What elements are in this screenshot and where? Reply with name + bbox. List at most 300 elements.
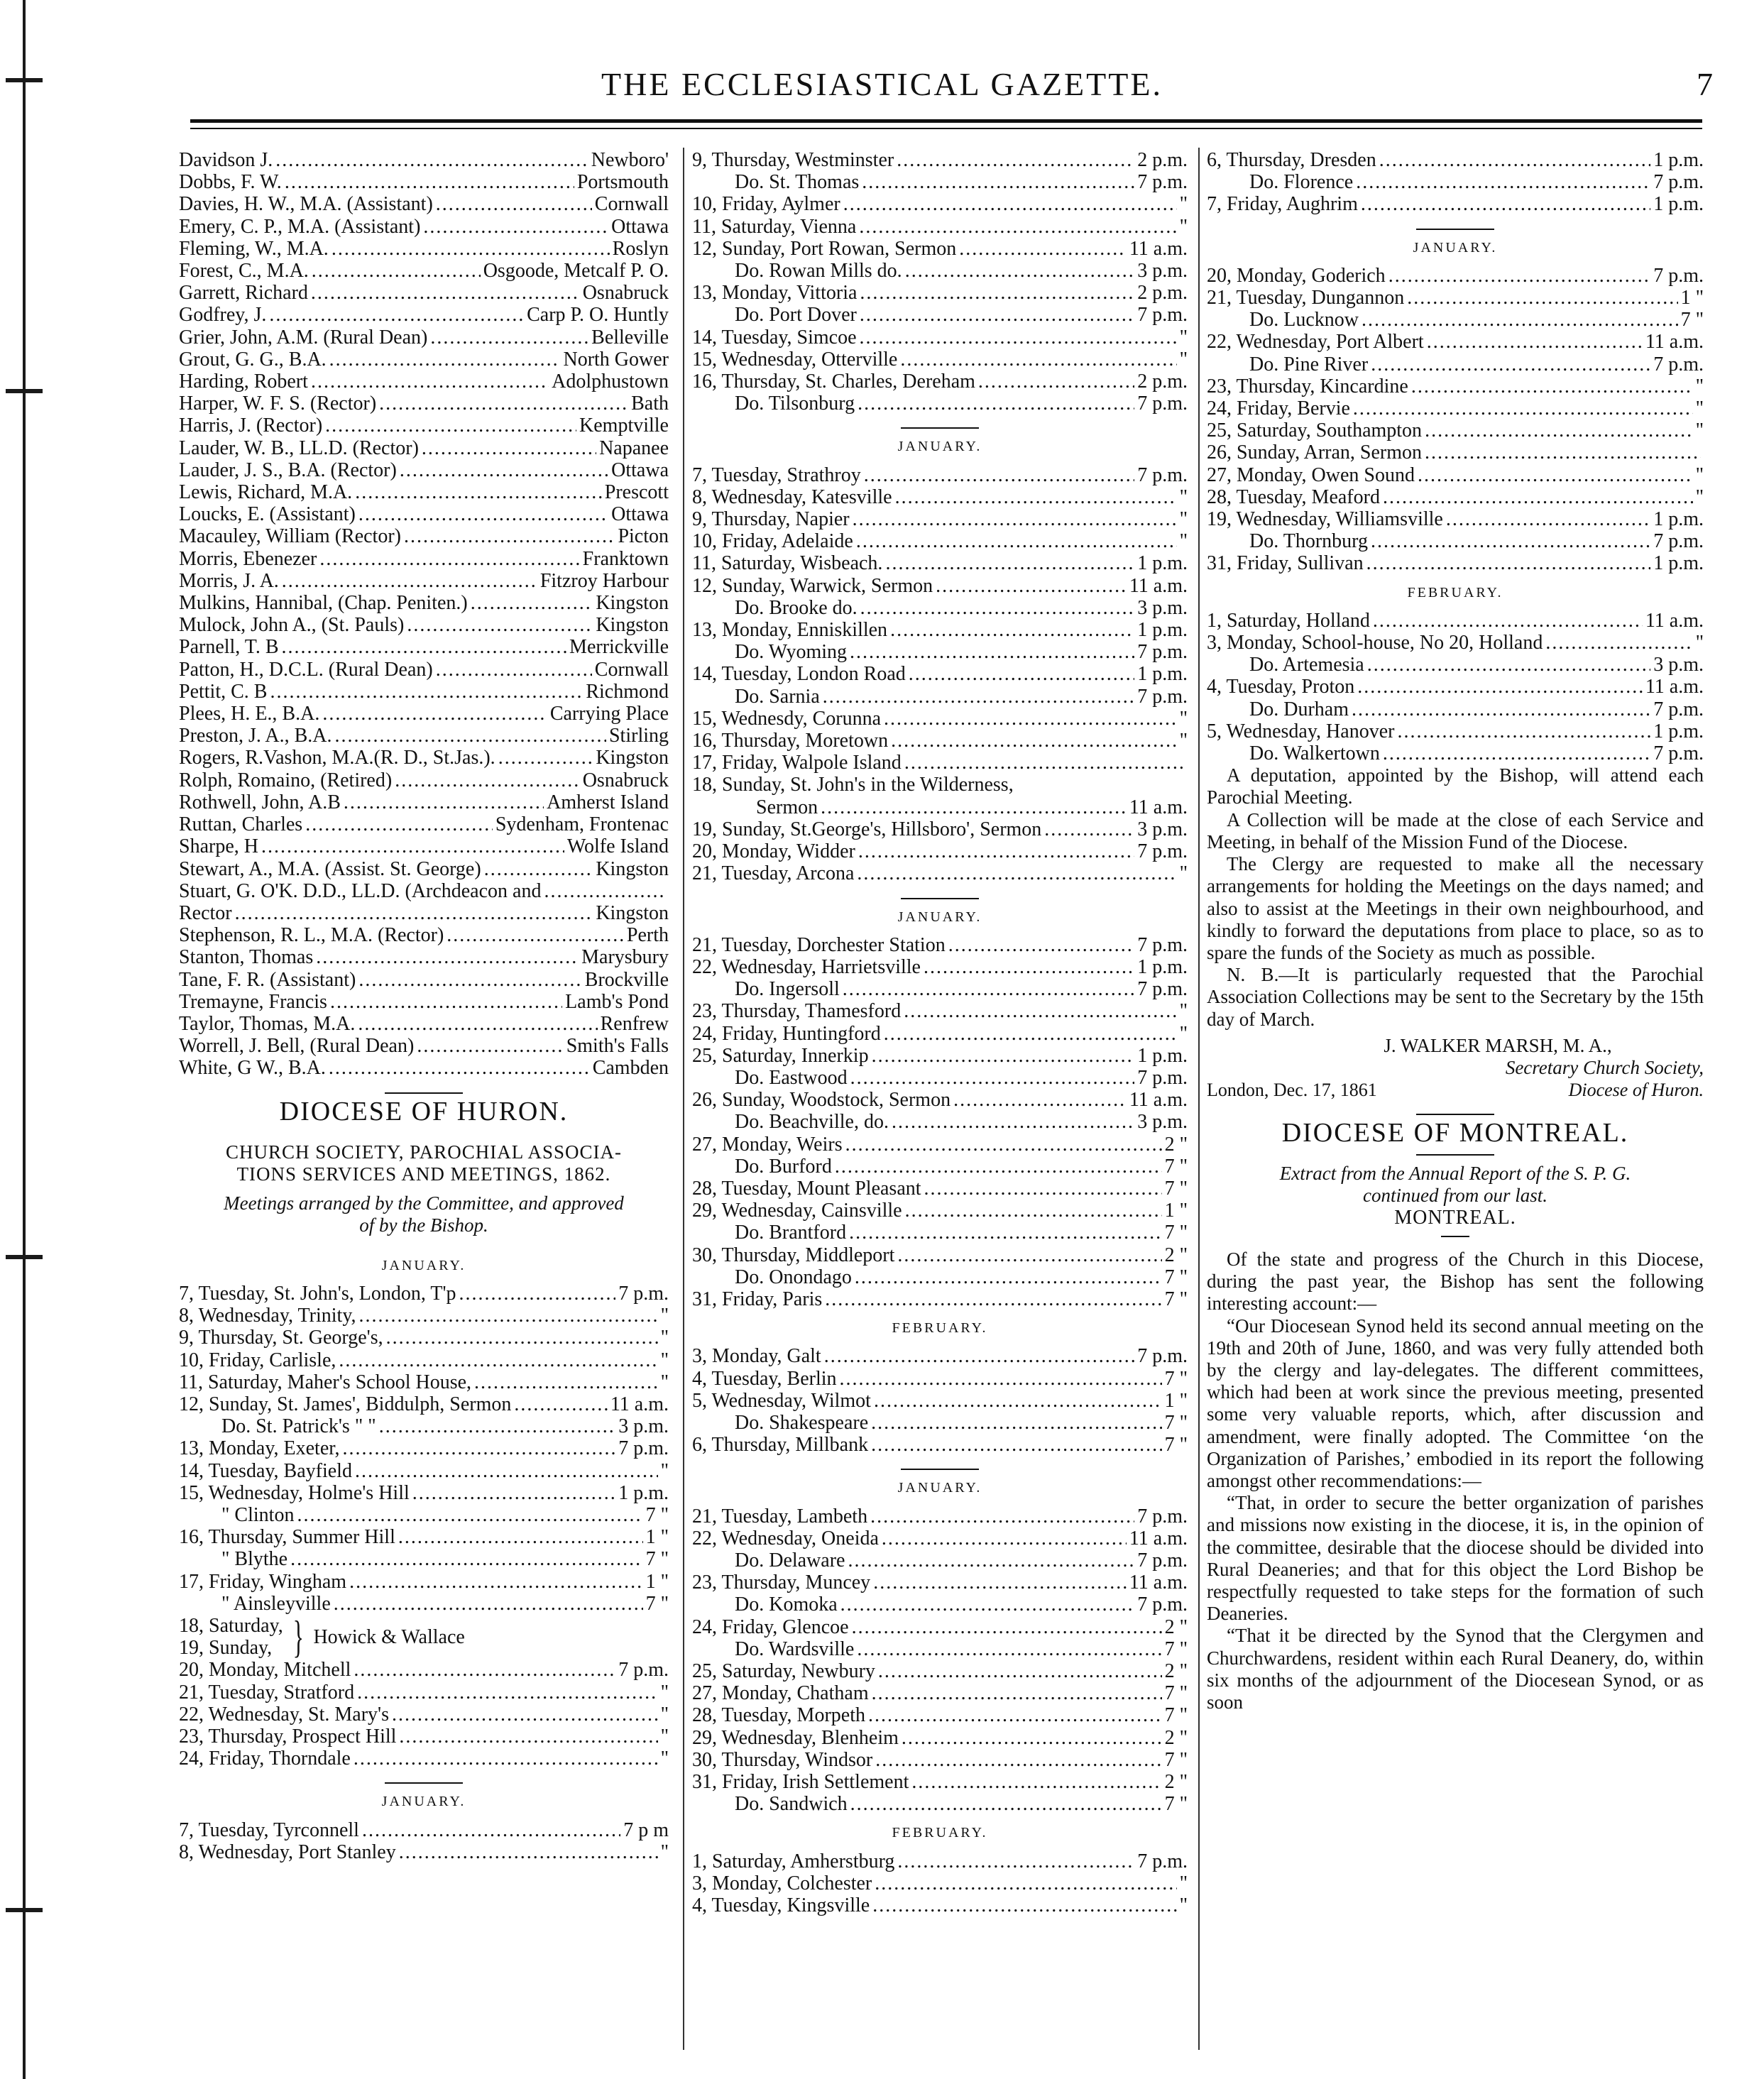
entry-value: 11 a.m.	[1129, 237, 1188, 260]
entry-value: 7 p.m.	[1653, 264, 1704, 287]
entry-value: 7 "	[1164, 1266, 1188, 1288]
dot-leader	[840, 1593, 1135, 1616]
schedule-row: 18, Sunday, St. John's in the Wilderness,	[692, 774, 1014, 796]
dot-leader	[1427, 331, 1643, 353]
entry-name: Do. Artemesia	[1249, 654, 1364, 676]
schedule-list	[179, 1283, 669, 1615]
dot-leader	[235, 902, 593, 924]
schedule-row	[692, 282, 1188, 304]
entry-name: Do. Pine River	[1249, 353, 1369, 375]
entry-value: Kingston	[596, 747, 669, 769]
schedule-date: 19, Sunday,	[179, 1637, 273, 1660]
entry-value: 11 a.m.	[1645, 676, 1704, 698]
clergy-entry	[179, 703, 669, 725]
dot-leader	[471, 592, 593, 614]
dot-leader	[843, 193, 1177, 215]
entry-value: 7 p.m.	[1137, 1850, 1188, 1872]
section-rule	[901, 427, 979, 429]
schedule-row	[179, 1437, 669, 1459]
schedule-row	[179, 1393, 669, 1415]
entry-name: 4, Tuesday, Proton	[1207, 676, 1355, 698]
schedule-row: Sermon ..... 11 a.m.	[692, 796, 1188, 818]
schedule-row	[692, 1089, 1188, 1111]
schedule-row	[179, 1371, 669, 1393]
schedule-row	[179, 1504, 669, 1526]
entry-value: 1 p.m.	[1653, 508, 1704, 531]
entry-name: 22, Wednesday, St. Mary's	[179, 1703, 389, 1726]
dot-leader	[379, 393, 628, 415]
schedule-row	[692, 1067, 1188, 1089]
schedule-row	[692, 752, 1188, 774]
entry-value: Kingston	[596, 592, 669, 615]
schedule-row	[692, 730, 1188, 752]
entry-name: Grout, G. G., B.A.	[179, 348, 327, 371]
entry-name: Stuart, G. O'K. D.D., LL.D. (Archdeacon and	[179, 879, 542, 902]
clergy-entry	[179, 371, 669, 393]
schedule-list	[692, 464, 1188, 774]
dot-leader	[871, 1412, 1161, 1434]
entry-value: "	[1179, 1000, 1188, 1023]
clergy-entry	[179, 282, 669, 304]
entry-value: Carrying Place	[549, 703, 669, 725]
dot-leader	[359, 1305, 658, 1327]
entry-name: 25, Saturday, Southampton	[1207, 419, 1423, 442]
entry-value: 1 p.m.	[1137, 955, 1188, 978]
entry-value: Richmond	[586, 680, 669, 703]
entry-name: 31, Friday, Sullivan	[1207, 552, 1364, 575]
entry-name: Do. Beachville, do.	[735, 1111, 889, 1134]
dot-leader	[1367, 654, 1650, 676]
schedule-row	[1207, 265, 1704, 287]
clergy-entry	[179, 260, 669, 282]
extract-note: Extract from the Annual Report of the S. P. G.	[1279, 1162, 1631, 1184]
entry-value: 1 "	[1164, 1389, 1188, 1412]
entry-value: "	[1695, 463, 1704, 486]
dot-leader	[332, 238, 610, 260]
dot-leader	[850, 1067, 1135, 1089]
diocese-of-montreal-heading: DIOCESE OF MONTREAL.	[1281, 1117, 1629, 1148]
clergy-entry	[179, 570, 669, 592]
schedule-row	[692, 171, 1188, 193]
paragraph: A Collection will be made at the close of each Service and Meeting, in behalf of the Mission Fund of the Diocese.	[1207, 808, 1704, 852]
entry-name: 14, Tuesday, Bayfield	[179, 1459, 352, 1482]
dot-leader	[354, 1659, 615, 1681]
dot-leader	[1407, 287, 1677, 309]
entry-name: Stanton, Thomas	[179, 946, 314, 969]
entry-value: 1 p.m.	[1137, 663, 1188, 686]
dot-leader	[404, 525, 615, 547]
entry-value: Kingston	[596, 901, 669, 924]
dot-leader	[422, 437, 596, 459]
entry-name: 28, Tuesday, Meaford	[1207, 486, 1380, 508]
clergy-entry	[179, 924, 669, 946]
dot-leader	[344, 791, 544, 813]
entry-name: 22, Wednesday, Harrietsville	[692, 955, 921, 978]
entry-value: "	[660, 1305, 669, 1327]
clergy-entry	[179, 880, 669, 902]
entry-name: Preston, J. A., B.A.	[179, 725, 332, 747]
dot-leader	[852, 1616, 1162, 1638]
dot-leader	[853, 508, 1177, 530]
schedule-list	[692, 818, 1188, 885]
clergy-entry	[179, 636, 669, 658]
entry-name: 15, Wednesdy, Corunna	[692, 707, 882, 730]
dot-leader	[860, 327, 1177, 349]
entry-name: 21, Tuesday, Arcona	[692, 862, 855, 885]
entry-name: Harding, Robert	[179, 371, 308, 393]
schedule-row	[179, 1659, 669, 1681]
dot-leader	[897, 1244, 1161, 1266]
dot-leader	[904, 1000, 1176, 1022]
entry-value: 11 a.m.	[1645, 331, 1704, 353]
entry-value: Cornwall	[594, 658, 669, 681]
schedule-row	[692, 216, 1188, 238]
entry-name: 30, Thursday, Middleport	[692, 1244, 895, 1266]
entry-value: 11 a.m.	[1129, 1527, 1188, 1549]
clergy-entry	[179, 1035, 669, 1057]
schedule-row	[1207, 464, 1704, 486]
entry-value: Ottawa	[611, 503, 669, 526]
dot-leader	[905, 260, 1135, 282]
entry-name: 12, Sunday, Warwick, Sermon	[692, 574, 933, 597]
schedule-row	[179, 1460, 669, 1482]
dot-leader	[334, 725, 606, 747]
dot-leader	[1397, 720, 1650, 742]
entry-name: 6, Thursday, Millbank	[692, 1434, 869, 1457]
dot-leader	[1362, 309, 1678, 331]
clergy-entry	[179, 1013, 669, 1035]
schedule-row	[179, 1841, 669, 1863]
entry-name: 24, Friday, Thorndale	[179, 1748, 351, 1770]
dot-leader	[407, 614, 593, 636]
bracketed-schedule-entry	[179, 1611, 669, 1662]
dot-leader	[882, 1527, 1127, 1549]
column-1	[179, 149, 669, 1863]
schedule-row	[692, 1368, 1188, 1390]
schedule-row	[692, 1134, 1188, 1156]
page-header-title: THE ECCLESIASTICAL GAZETTE.	[601, 66, 1163, 102]
entry-value: 7 p.m.	[618, 1659, 669, 1682]
entry-value: 7 p.m.	[1137, 840, 1188, 863]
montreal-subheading: MONTREAL.	[1394, 1206, 1516, 1229]
entry-value: Wolfe Island	[566, 835, 669, 858]
entry-value: 7 "	[1164, 1288, 1188, 1310]
entry-name: Do. Sandwich	[735, 1793, 848, 1816]
entry-name: 21, Tuesday, Lambeth	[692, 1505, 868, 1527]
entry-value: Kingston	[596, 857, 669, 880]
entry-value: Belleville	[591, 326, 669, 349]
entry-value: "	[1179, 707, 1188, 730]
dot-leader	[885, 552, 1134, 574]
entry-name: 10, Friday, Carlisle,	[179, 1349, 336, 1371]
entry-name: 13, Monday, Exeter,	[179, 1437, 340, 1460]
section-rule	[1416, 1114, 1494, 1115]
entry-name: 17, Friday, Wingham	[179, 1570, 347, 1593]
dot-leader	[959, 238, 1127, 260]
dot-leader	[872, 1894, 1176, 1916]
entry-name: 16, Thursday, St. Charles, Dereham	[692, 371, 975, 393]
entry-name: 10, Friday, Aylmer	[692, 193, 840, 216]
entry-name: Pettit, C. B	[179, 680, 268, 703]
schedule-list	[692, 1345, 1188, 1456]
schedule-row	[692, 1200, 1188, 1222]
schedule-row	[1207, 193, 1704, 215]
dot-leader	[311, 282, 580, 304]
month-heading: JANUARY.	[897, 909, 982, 925]
entry-name: Lauder, J. S., B.A. (Rector)	[179, 459, 397, 481]
entry-name: 16, Thursday, Moretown	[692, 730, 889, 752]
dot-leader	[305, 813, 493, 835]
schedule-row	[1207, 610, 1704, 632]
dot-leader	[269, 304, 524, 326]
dot-leader	[857, 862, 1176, 884]
entry-value: 1 p.m.	[1653, 552, 1704, 575]
entry-name: 1, Saturday, Amherstburg	[692, 1850, 895, 1872]
dot-leader	[825, 1288, 1161, 1310]
section-rule	[1441, 1236, 1469, 1237]
dot-leader	[909, 663, 1134, 685]
schedule-list	[692, 149, 1188, 415]
dot-leader	[824, 1345, 1135, 1367]
dot-leader	[897, 149, 1134, 171]
entry-name: Do. Lucknow	[1249, 309, 1359, 331]
schedule-row	[692, 1638, 1188, 1660]
schedule-row	[692, 1704, 1188, 1726]
schedule-row	[179, 1548, 669, 1570]
dot-leader	[948, 934, 1135, 956]
dot-leader	[862, 171, 1134, 193]
dot-leader	[379, 1415, 616, 1437]
entry-value: "	[1179, 348, 1188, 371]
dot-leader	[339, 1349, 657, 1371]
month-heading: JANUARY.	[1413, 239, 1498, 256]
schedule-row	[692, 686, 1188, 708]
dot-leader	[395, 769, 580, 791]
dot-leader	[873, 1571, 1127, 1593]
entry-name: 9, Thursday, Westminster	[692, 149, 894, 171]
entry-name: Sharpe, H	[179, 835, 258, 858]
schedule-row	[1207, 331, 1704, 353]
entry-value: 2 "	[1164, 1726, 1188, 1749]
dot-leader	[330, 991, 562, 1013]
entry-name: 20, Monday, Widder	[692, 840, 855, 863]
schedule-row	[692, 708, 1188, 730]
entry-name: 5, Wednesday, Wilmot	[692, 1389, 871, 1412]
entry-name: " Clinton	[221, 1503, 295, 1526]
dot-leader	[329, 1057, 590, 1079]
schedule-row	[692, 371, 1188, 393]
schedule-row	[692, 619, 1188, 641]
entry-value: Kingston	[596, 614, 669, 637]
schedule-row	[692, 1288, 1188, 1310]
section-rule	[385, 1092, 463, 1094]
entry-value: Lamb's Pond	[565, 990, 669, 1013]
entry-name: Davidson J.	[179, 149, 273, 171]
entry-name: 8, Wednesday, Port Stanley	[179, 1841, 396, 1863]
schedule-row	[179, 1571, 669, 1593]
entry-value: "	[1179, 215, 1188, 238]
dot-leader	[1044, 818, 1134, 840]
entry-name: 15, Wednesday, Holme's Hill	[179, 1481, 410, 1504]
clergy-entry	[179, 327, 669, 349]
dot-leader	[1425, 419, 1693, 441]
entry-value: 1 p.m.	[1653, 193, 1704, 216]
dot-leader	[398, 1526, 643, 1548]
entry-name: 1, Saturday, Holland	[1207, 609, 1370, 632]
entry-name: Do. Burford	[735, 1155, 832, 1178]
entry-value: Roslyn	[612, 237, 669, 260]
dot-leader	[484, 858, 593, 880]
schedule-row	[1207, 375, 1704, 397]
header-rule-thin	[190, 128, 1702, 129]
entry-value: 3 p.m.	[1137, 1111, 1188, 1134]
entry-name: 5, Wednesday, Hanover	[1207, 720, 1395, 742]
church-society-subheading: TIONS SERVICES AND MEETINGS, 1862.	[236, 1163, 611, 1185]
schedule-row	[692, 978, 1188, 1000]
clergy-entry	[179, 592, 669, 614]
entry-name: Forest, C., M.A.	[179, 260, 309, 282]
dot-leader	[447, 924, 624, 946]
schedule-row	[692, 1727, 1188, 1749]
entry-name: Macauley, William (Rector)	[179, 525, 401, 548]
dot-leader	[1425, 441, 1701, 463]
schedule-row	[1207, 397, 1704, 419]
entry-name: 12, Sunday, Port Rowan, Sermon	[692, 237, 957, 260]
signature-title: Secretary Church Society,	[1505, 1056, 1704, 1078]
schedule-row	[179, 1593, 669, 1615]
entry-value: Bath	[631, 393, 669, 415]
entry-value: Brockville	[584, 968, 669, 991]
entry-value: 7 "	[1164, 1638, 1188, 1660]
schedule-list	[692, 934, 1188, 1310]
entry-name: 11, Saturday, Wisbeach.	[692, 552, 883, 575]
entry-name: 21, Tuesday, Stratford	[179, 1681, 355, 1704]
entry-name: 26, Sunday, Woodstock, Sermon	[692, 1089, 951, 1112]
entry-name: Ruttan, Charles	[179, 813, 303, 836]
entry-value: Osnabruck	[582, 769, 669, 791]
dot-leader	[905, 1200, 1162, 1222]
dot-leader	[848, 1549, 1134, 1571]
schedule-row	[692, 597, 1188, 619]
entry-name: " Blythe	[221, 1548, 288, 1571]
dot-leader	[275, 149, 588, 171]
dot-leader	[342, 1437, 615, 1459]
margin-tick	[6, 1908, 43, 1912]
schedule-row	[692, 508, 1188, 530]
dot-leader	[544, 880, 666, 902]
entry-value: Napanee	[599, 437, 669, 459]
entry-name: Do. Komoka	[735, 1593, 838, 1616]
entry-name: Dobbs, F. W.	[179, 171, 282, 194]
schedule-row	[179, 1327, 669, 1349]
entry-value: 7 p.m.	[1653, 742, 1704, 765]
entry-name: 7, Friday, Aughrim	[1207, 193, 1358, 216]
dot-leader	[285, 171, 574, 193]
clergy-entry	[179, 149, 669, 171]
dot-leader	[311, 371, 549, 393]
entry-value: 7 "	[1164, 1434, 1188, 1457]
entry-name: 24, Friday, Huntingford	[692, 1022, 881, 1045]
schedule-row	[692, 1178, 1188, 1200]
schedule-row	[179, 1682, 669, 1704]
entry-name: 9, Thursday, Napier	[692, 508, 850, 531]
schedule-row	[692, 1616, 1188, 1638]
entry-name: Davies, H. W., M.A. (Assistant)	[179, 193, 433, 216]
dot-leader	[400, 459, 608, 481]
church-society-subheading: CHURCH SOCIETY, PAROCHIAL ASSOCIA-	[225, 1141, 623, 1163]
schedule-row	[692, 349, 1188, 371]
clergy-entry	[179, 304, 669, 326]
entry-value: 7 p.m.	[1137, 1505, 1188, 1527]
entry-name: Lewis, Richard, M.A.	[179, 481, 353, 504]
entry-name: 11, Saturday, Maher's School House,	[179, 1371, 472, 1393]
schedule-row	[692, 1593, 1188, 1616]
arranged-note: Meetings arranged by the Committee, and approved	[224, 1192, 624, 1214]
entry-value: "	[660, 1748, 669, 1770]
entry-name: Do. Wyoming	[735, 641, 848, 664]
dot-leader	[399, 1841, 658, 1863]
signature-name: J. WALKER MARSH, M. A.,	[1384, 1034, 1612, 1056]
clergy-entry	[179, 835, 669, 857]
dot-leader	[270, 681, 583, 703]
schedule-row	[1207, 530, 1704, 552]
entry-name: 14, Tuesday, London Road	[692, 663, 906, 686]
schedule-row	[692, 1505, 1188, 1527]
entry-value: Fitzroy Harbour	[539, 569, 669, 592]
paragraph: “That, in order to secure the better organization of parishes and missions now existing in the diocese, it is, in the opinion of the committee, desirable that the diocese should be divided into Rural Deaneries; and that for this object the Lord Bishop be respectfully requested to take steps for the formation of such Deaneries.	[1207, 1492, 1704, 1625]
dot-leader	[904, 752, 1185, 774]
schedule-row	[692, 1244, 1188, 1266]
entry-value: "	[660, 1703, 669, 1726]
entry-value: 7 "	[1164, 1367, 1188, 1390]
dot-leader	[884, 1023, 1177, 1045]
entry-name: Grier, John, A.M. (Rural Dean)	[179, 326, 428, 349]
dot-leader	[864, 464, 1134, 486]
schedule-row	[179, 1704, 669, 1726]
entry-name: 25, Saturday, Innerkip	[692, 1044, 869, 1067]
entry-name: 21, Tuesday, Dungannon	[1207, 287, 1405, 309]
entry-name: Godfrey, J.	[179, 304, 267, 327]
entry-name: Harper, W. F. S. (Rector)	[179, 393, 377, 415]
entry-name: 22, Wednesday, Port Albert	[1207, 331, 1424, 353]
dot-leader	[1353, 397, 1693, 419]
entry-value: Merrickville	[569, 636, 669, 659]
schedule-row	[692, 1111, 1188, 1133]
schedule-row	[692, 1156, 1188, 1178]
entry-name: Do. Shakespeare	[735, 1411, 869, 1434]
clergy-entry	[179, 813, 669, 835]
schedule-row	[692, 1345, 1188, 1367]
clergy-entry	[179, 548, 669, 570]
entry-name: Do. Onondago	[735, 1266, 852, 1288]
dot-leader	[319, 548, 579, 570]
month-heading: JANUARY.	[897, 1480, 982, 1496]
dot-leader	[1379, 149, 1650, 171]
dot-leader	[334, 1593, 643, 1615]
entry-name: Plees, H. E., B.A.	[179, 703, 320, 725]
entry-name: Do. St. Thomas	[735, 171, 860, 194]
dot-leader	[845, 1134, 1162, 1156]
dot-leader	[884, 708, 1177, 730]
entry-name: 15, Wednesday, Otterville	[692, 348, 898, 371]
entry-value: 2 "	[1164, 1244, 1188, 1266]
entry-value: 1 "	[1680, 287, 1704, 309]
schedule-list	[179, 1819, 669, 1863]
dot-leader	[1373, 610, 1643, 632]
schedule-row	[692, 1390, 1188, 1412]
dot-leader	[868, 1704, 1162, 1726]
entry-name: Lauder, W. B., LL.D. (Rector)	[179, 437, 419, 459]
